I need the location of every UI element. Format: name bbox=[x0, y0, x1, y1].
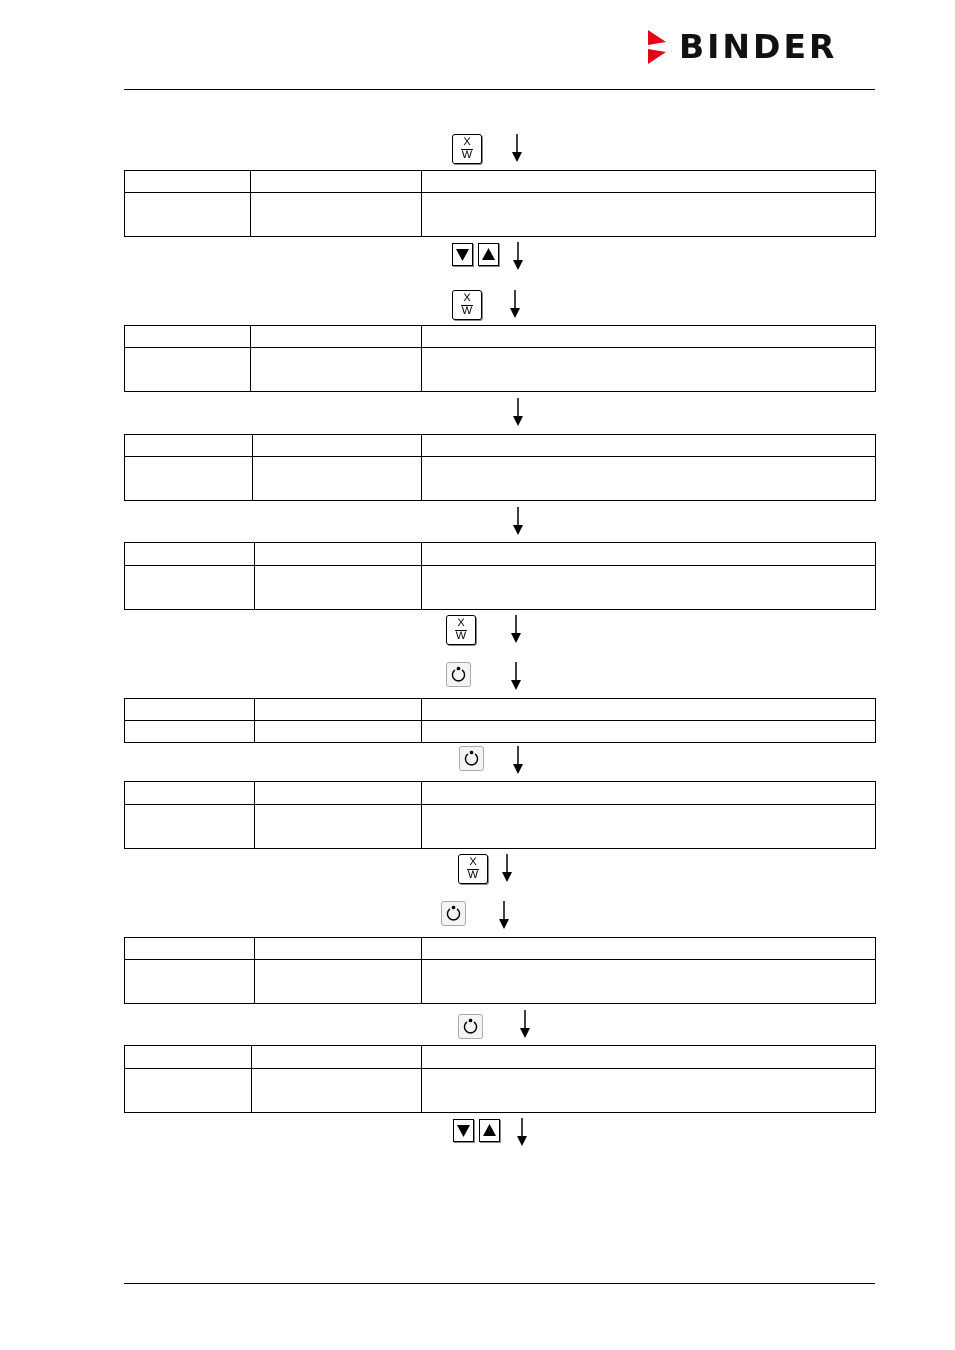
table-cell bbox=[253, 457, 422, 501]
display-table bbox=[124, 434, 876, 501]
display-table bbox=[124, 1045, 876, 1113]
table-cell bbox=[125, 938, 255, 960]
table-cell bbox=[422, 782, 876, 805]
table-cell bbox=[255, 938, 422, 960]
down-arrow-icon bbox=[519, 1010, 531, 1038]
table-cell bbox=[125, 1069, 252, 1113]
display-table bbox=[124, 170, 876, 237]
down-arrow-icon bbox=[501, 854, 513, 882]
binder-logo-mark-icon bbox=[645, 30, 673, 66]
down-arrow-icon bbox=[510, 615, 522, 643]
table-cell bbox=[125, 1046, 252, 1069]
table-cell bbox=[253, 435, 422, 457]
display-table bbox=[124, 937, 876, 1004]
table-cell bbox=[252, 1069, 422, 1113]
table-cell bbox=[125, 782, 255, 805]
table-cell bbox=[125, 960, 255, 1004]
table-cell bbox=[125, 348, 251, 392]
table-cell bbox=[422, 1069, 876, 1113]
table-cell bbox=[422, 457, 876, 501]
table-cell bbox=[422, 566, 876, 610]
table-cell bbox=[125, 805, 255, 849]
display-table bbox=[124, 781, 876, 849]
table-cell bbox=[422, 543, 876, 566]
down-arrow-icon bbox=[512, 242, 524, 270]
table-cell bbox=[125, 326, 251, 348]
program-start-key-icon[interactable] bbox=[441, 901, 466, 926]
table-cell bbox=[422, 1046, 876, 1069]
table-cell bbox=[422, 348, 876, 392]
table-cell bbox=[422, 193, 876, 237]
program-start-key-icon[interactable] bbox=[458, 1014, 483, 1039]
arrow-down-key-icon[interactable] bbox=[452, 243, 473, 266]
table-cell bbox=[255, 960, 422, 1004]
table-cell bbox=[125, 721, 255, 743]
down-arrow-icon bbox=[509, 290, 521, 318]
table-cell bbox=[125, 457, 253, 501]
arrow-down-key-icon[interactable] bbox=[453, 1119, 474, 1142]
down-arrow-icon bbox=[498, 901, 510, 929]
table-cell bbox=[125, 193, 251, 237]
table-cell bbox=[255, 782, 422, 805]
setpoint-xw-button-icon[interactable]: X W bbox=[452, 290, 482, 320]
table-cell bbox=[422, 171, 876, 193]
table-cell bbox=[255, 805, 422, 849]
footer-rule bbox=[124, 1283, 875, 1284]
table-cell bbox=[125, 566, 255, 610]
binder-logo bbox=[645, 27, 877, 66]
table-cell bbox=[255, 566, 422, 610]
brand-name: BINDER bbox=[679, 27, 838, 66]
setpoint-xw-button-icon[interactable]: X W bbox=[452, 134, 482, 164]
table-cell bbox=[422, 960, 876, 1004]
down-arrow-icon bbox=[510, 662, 522, 690]
down-arrow-icon bbox=[512, 746, 524, 774]
table-cell bbox=[252, 1046, 422, 1069]
program-start-key-icon[interactable] bbox=[459, 746, 484, 771]
down-arrow-icon bbox=[512, 507, 524, 535]
arrow-up-key-icon[interactable] bbox=[479, 1119, 500, 1142]
table-cell bbox=[255, 543, 422, 566]
down-arrow-icon bbox=[516, 1118, 528, 1146]
table-cell bbox=[251, 193, 422, 237]
down-arrow-icon bbox=[511, 134, 523, 162]
table-cell bbox=[255, 721, 422, 743]
program-start-key-icon[interactable] bbox=[446, 662, 471, 687]
header-rule bbox=[124, 89, 875, 90]
table-cell bbox=[251, 348, 422, 392]
display-table bbox=[124, 325, 876, 392]
table-cell bbox=[251, 326, 422, 348]
table-cell bbox=[422, 805, 876, 849]
down-arrow-icon bbox=[512, 398, 524, 426]
table-cell bbox=[125, 171, 251, 193]
table-cell bbox=[422, 326, 876, 348]
table-cell bbox=[422, 699, 876, 721]
table-cell bbox=[255, 699, 422, 721]
table-cell bbox=[125, 543, 255, 566]
setpoint-xw-button-icon[interactable]: X W bbox=[458, 854, 488, 884]
table-cell bbox=[422, 938, 876, 960]
setpoint-xw-button-icon[interactable]: X W bbox=[446, 615, 476, 645]
arrow-up-key-icon[interactable] bbox=[478, 243, 499, 266]
table-cell bbox=[125, 435, 253, 457]
table-cell bbox=[125, 699, 255, 721]
table-cell bbox=[422, 721, 876, 743]
display-table bbox=[124, 698, 876, 743]
table-cell bbox=[251, 171, 422, 193]
display-table bbox=[124, 542, 876, 610]
table-cell bbox=[422, 435, 876, 457]
